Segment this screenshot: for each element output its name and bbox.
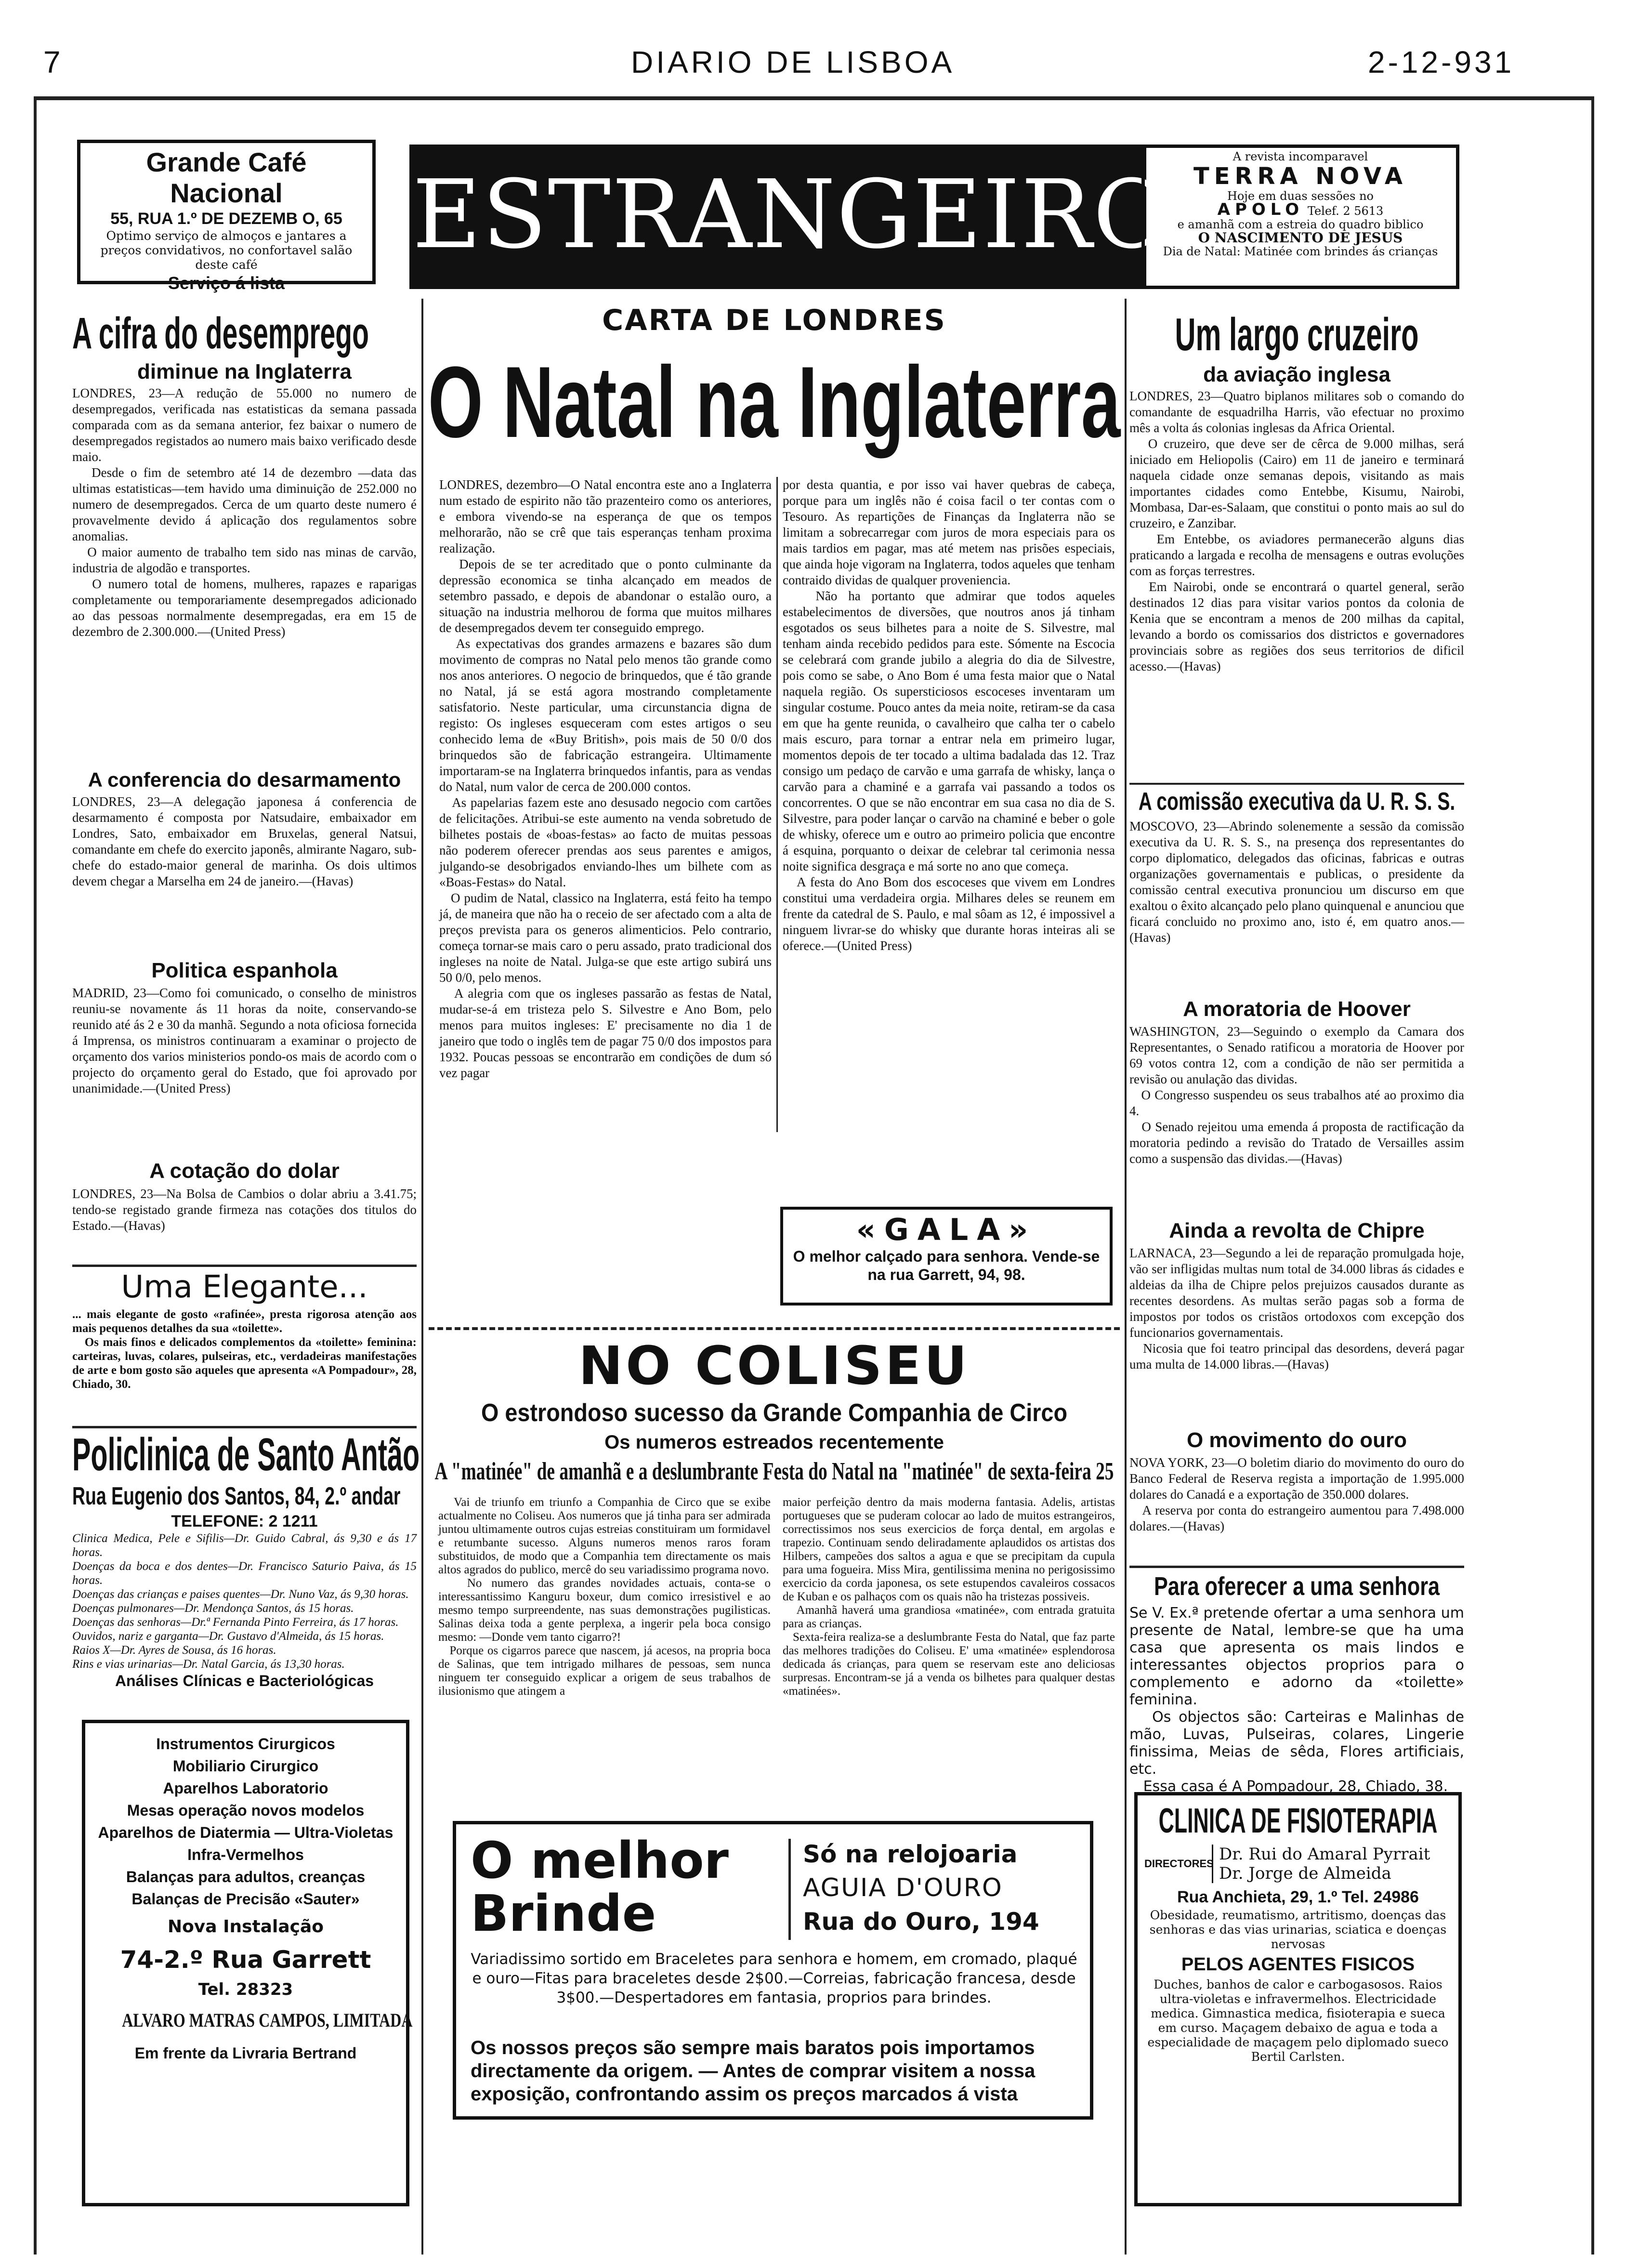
article-coliseu: [429, 1334, 1120, 1720]
article-desemprego: [72, 308, 417, 776]
fisio-directors: [1144, 1845, 1452, 1883]
natal-kicker: CARTA DE LONDRES: [602, 303, 946, 337]
ad-instrumentos: [82, 1720, 413, 2206]
gala-title: «GALA»: [856, 1212, 1037, 1247]
natal-col1: LONDRES, dezembro—O Natal encontra este ano a Inglaterra num estado de espirito não tão prazenteiro como os anteriores, e embora vivendo-se na esperança de que os tempos melhorarão, não se crê que tais esperanças tenham proxima realização. Depois de se ter acreditado que o ponto culminante da depressão economica se tinha alcançado em meados de setembro passado, e depois de abandonar o estalão ouro, a situação na industria melhorou de forma que muitos milhares de desempregados devem ter conseguido emprego. As expectativas dos grandes armazens e bazares são dum movimento de compras no Natal pelo menos tão grande como nos anos anteriores. O negocio de brinquedos, que é tão grande no Natal, já se está agora mostrando completamente satisfatorio. Neste particular, uma circunstancia digna de registo: Os ingleses esqueceram com estes artigos o seu conhecido lema de «Buy British», pois mais de 50 0/0 dos brinquedos são de fabricação estrangeira. Ultimamente importaram-se na Inglaterra brinquedos infantis, para as vendas do Natal, num valor de cerca de 200.000 contos. As papelarias fazem este ano desusado negocio com cartões de felicitações. Atribui-se este aumento na venda sobretudo de bilhetes postais de «boas-festas» ao facto de muitas pessoas não poderem oferecer prendas aos seus parentes e amigos, julgando-se desobrigados enviando-lhes um bilhete com as «Boas-Festas» do Natal. O pudim de Natal, classico na Inglaterra, está feito ha tempo já, de maneira que não ha o receio de ser afectado com a alta de preços prevista para os generos alimenticios. Pelo contrario, começa tornar-se mais caro o peru assado, prato tradicional dos ingleses na noite de Natal. Julga-se que este artigo subirá uns 50 0/0, pelo menos. A alegria com que os ingleses passarão as festas de Natal, mudar-se-á em tristeza pelo S. Silvestre e Ano Bom, pelo menos para muitos ingleses: E' precisamente no dia 1 de janeiro que todo o inglês tem de pagar 75 0/0 dos impostos para 1932. Poucas pessoas se encontrarão em condições de dum só vez pagar: [439, 477, 772, 1080]
brinde-title2: Brinde: [471, 1884, 656, 1943]
dolar-body: LONDRES, 23—Na Bolsa de Cambios o dolar abriu a 3.41.75; tendo-se registado grande firmeza nas cotações dos titulos do Estado.—(Havas): [72, 1187, 420, 1233]
article-dolar: [72, 1156, 420, 1267]
header-rule: [34, 96, 1594, 100]
fisio-directors-label: DIRECTORES: [1144, 1858, 1214, 1870]
cruzeiro-subhead: da aviação inglesa: [1203, 363, 1390, 386]
desemprego-body: LONDRES, 23—A redução de 55.000 no numero de desempregados, verificada nas estatisticas da semana passada comparada com as da semana anterior, fez baixar o numero de desempregados registados ao numero mais baixo verificado desde maio. Desde o fim de setembro até 14 de dezembro —data das ultimas estatisticas—tem havido uma diminuição de 252.000 no numero de desempregados. Cerca de um quarto deste numero é provavelmente devido á aplicação dos regulamentos sobre anomalias. O maior aumento de trabalho tem sido nas minas de carvão, industria de algodão e transportes. O numero total de homens, mulheres, rapazes e raparigas completamente ou temporariamente desempregados adicionado ao das pessoas normalmente desempregadas, era em 15 de dezembro de 2.300.000.—(United Press): [72, 386, 417, 639]
politica-body: MADRID, 23—Como foi comunicado, o conselho de ministros reuniu-se novamente ás 11 horas da noite, conservando-se reunido até ás 2 e 30 da manhã. Segundo a nota oficiosa fornecida á Imprensa, os ministros continuaram a examinar o projecto de orçamento dos varios ministerios pondo-os mais de acordo com o projecto do orçamento geral do Estado, que foi aprovado por unanimidade.—(United Press): [72, 986, 420, 1095]
ouro-headline: O movimento do ouro: [1186, 1428, 1407, 1452]
article-hoover: [1129, 995, 1464, 1216]
urss-body: MOSCOVO, 23—Abrindo solenemente a sessão da comissão executiva da U. R. S. S., na presença dos representantes do corpo diplomatico, delegados das oficinas, fabricas e outras organizações governamentais e publicas, o presidente da comissão central executiva pronunciou um discurso em que exaltou o êxito alcançado pelo plano quinquenal e anunciou que ficará concluido no proximo ano, isto é, em quatro anos.—(Havas): [1129, 819, 1468, 945]
masthead: DIARIO DE LISBOA: [631, 45, 955, 79]
article-urss: [1129, 783, 1468, 985]
instrumentos-line: Mesas operação novos modelos: [127, 1802, 365, 1819]
ad-gala: [780, 1207, 1113, 1305]
cruzeiro-body: LONDRES, 23—Quatro biplanos militares sob o comando do comandante de esquadrilha Harris, vão efectuar no proximo mês a volta ás colonias inglesas da Africa Oriental. O cruzeiro, que deve ser de cêrca de 9.000 milhas, será iniciado em Heliopolis (Cairo) em 11 de janeiro e terminará naquela cidade onze semanas depois, visitando as mais importantes cidades como Entebbe, Kisumu, Nairobi, Mombasa, Dar-es-Salaam, que constitui o ponto mais ao sul do cruzeiro, e Zanzibar. Em Entebbe, os aviadores permanecerão alguns dias praticando a largada e recolha de mensagens e outras evoluções com as forças terrestres. Em Nairobi, onde se encontrará o quartel general, serão destinados 12 dias para visitar varios pontos da colonia de Kenia que se encontram a menos de 200 milhas da capital, levando a bordo os comissarios dos districtos e governadores provinciais sobre as regiões dos seus territorios de dificil acesso.—(Havas): [1129, 389, 1464, 673]
brinde-title1: O melhor: [471, 1831, 729, 1890]
fisio-director-2: Dr. Jorge de Almeida: [1219, 1864, 1391, 1883]
ad-cafe-footer: Serviço á lista: [168, 273, 285, 293]
fisio-address: Rua Anchieta, 29, 1.º Tel. 24986: [1177, 1888, 1419, 1906]
outer-border-left: [34, 96, 37, 2255]
ad-tn-line2: e amanhã com a estreia do quadro biblico: [1177, 218, 1424, 231]
chipre-headline: Ainda a revolta de Chipre: [1169, 1219, 1425, 1242]
senhora-body: Se V. Ex.ª pretende ofertar a uma senhora um presente de Natal, lembre-se que ha uma casa que apresenta os mais lindos e interessantes objectos proprios para o complemento e adorno da «toilette» feminina. Os objectos são: Carteiras e Malinhas de mão, Luvas, Pulseiras, colares, Lingerie finissima, Meias de sêda, Flores artificiais, etc. Essa casa é A Pompadour, 28, Chiado, 38.: [1129, 1605, 1465, 1795]
elegante-title: Uma Elegante...: [121, 1269, 368, 1305]
instrumentos-line: Infra-Vermelhos: [187, 1846, 304, 1863]
article-chipre: [1129, 1216, 1464, 1419]
instrumentos-footer: Em frente da Livraria Bertrand: [134, 2044, 357, 2062]
fisio-body2: Duches, banhos de calor e carbogasosos. Raios ultra-violetas e infravermelhos. Electricidade medica. Gimnastica medica, fisioterapia e sueca em curso. Maçagem debaixo de agua e toda a especialidade de maçagem pelo diplomado sueco Bertil Carlsten.: [1147, 1978, 1449, 2064]
natal-col-rule: [776, 477, 778, 1132]
policlinica-address: Rua Eugenio dos Santos, 84, 2.º andar: [72, 1482, 401, 1510]
ad-tn-footer: Dia de Natal: Matinée com brindes ás crianças: [1163, 245, 1438, 258]
natal-headline: O Natal na Inglaterra: [428, 345, 1121, 459]
instrumentos-line: Balanças de Precisão «Sauter»: [131, 1890, 360, 1908]
ad-tn-phone: Telef. 2 5613: [1307, 204, 1384, 218]
policlinica-title: Policlinica de Santo Antão: [72, 1429, 420, 1480]
outer-border-right: [1591, 96, 1594, 2255]
article-natal: [429, 299, 1120, 1330]
ad-tn-subtitle: O NASCIMENTO DE JESUS: [1198, 230, 1403, 246]
col-rule-2: [1125, 299, 1127, 2255]
section-banner: [409, 145, 1172, 289]
brinde-right3: Rua do Ouro, 194: [803, 1908, 1039, 1936]
politica-headline: Politica espanhola: [151, 959, 338, 982]
policlinica-footer: Análises Clínicas e Bacteriológicas: [115, 1672, 374, 1689]
instrumentos-install: Nova Instalação: [167, 1917, 324, 1937]
instrumentos-phone: Tel. 28323: [198, 1980, 293, 1999]
ad-brinde: [453, 1821, 1093, 2120]
desemprego-subhead: diminue na Inglaterra: [137, 360, 352, 383]
section-banner-text: ESTRANGEIRO: [412, 160, 1172, 270]
col-rule-1: [421, 299, 423, 1315]
coliseu-col1: Vai de triunfo em triunfo a Companhia de Circo que se exibe actualmente no Coliseu. Aos numeros que já tinha para ser admirada juntou ultimamente outros cujas estreias constituiram um formidavel e retumbante sucesso. Alguns numeros menos raros foram substituidos, de modo que a Companhia tem directamente os mais altos agrados do publico, mercê do seu variadissimo programa novo. No numero das grandes novidades actuais, conta-se o interessantissimo Kanguru boxeur, dum comico irresistivel e ao mesmo tempo surpreendente, nas suas demonstrações pugilisticas. Salinas deixa toda a gente perplexa, a ingerir pela boca consigo mesmo: —Donde vem tanto cigarro?! Porque os cigarros parece que nascem, já acesos, na propria boca de Salinas, que tem intrigado milhares de pessoas, sem nunca ninguem ter conseguido explicar a origem de seus trabalhos de ilusionismo que atingem a: [438, 1496, 771, 1698]
coliseu-subhead2: Os numeros estreados recentemente: [604, 1432, 944, 1453]
chipre-body: LARNACA, 23—Segundo a lei de reparação promulgada hoje, vão ser infligidas multas num total de 34.000 libras ás cidades e aldeias da ilha de Chipre pelos prejuizos causados durante as recentes desordens. As multas serão pagas sob a forma de impostos por todos os cristãos ortodoxos com excepção dos funcionarios governamentais. Nicosia que foi teatro principal das desordens, deverá pagar uma multa de 14.000 libras.—(Havas): [1129, 1246, 1465, 1371]
ad-policlinica: [72, 1426, 420, 1705]
article-ouro: [1129, 1426, 1464, 1566]
ad-tn-theatre: APOLO: [1217, 200, 1304, 219]
article-cruzeiro: [1129, 308, 1464, 780]
instrumentos-company: ALVARO MATRAS CAMPOS, LIMITADA: [122, 2009, 413, 2031]
instrumentos-line: Aparelhos Laboratorio: [163, 1780, 328, 1797]
issue-date: 2⁠‑12-931: [1368, 45, 1515, 79]
cruzeiro-headline: Um largo cruzeiro: [1175, 309, 1419, 360]
ad-cafe-title: Grande Café Nacional: [146, 147, 307, 208]
instrumentos-line: Balanças para adultos, creanças: [126, 1868, 366, 1886]
coliseu-subhead3: A "matinée" de amanhã e a deslumbrante Festa do Natal na "matinée" de sexta-feira 25: [434, 1458, 1114, 1485]
instrumentos-address: 74-2.º Rua Garrett: [120, 1946, 371, 1974]
ad-tn-title: TERRA NOVA: [1193, 163, 1408, 190]
fisio-subtitle: PELOS AGENTES FISICOS: [1181, 1954, 1415, 1975]
fisio-director-1: Dr. Rui do Amaral Pyrrait: [1219, 1845, 1430, 1864]
fisio-title: CLINICA DE FISIOTERAPIA: [1158, 1802, 1438, 1840]
desemprego-headline: A cifra do desemprego: [72, 309, 369, 358]
ad-tn-line1: Hoje em duas sessões no: [1227, 189, 1374, 203]
instrumentos-line: Mobiliario Cirurgico: [172, 1757, 319, 1775]
desarmamento-headline: A conferencia do desarmamento: [88, 768, 401, 791]
ad-tn-kicker: A revista incomparavel: [1233, 150, 1368, 163]
ad-cafe-body: Optimo serviço de almoços e jantares a preços convidativos, no confortavel salão deste café: [100, 229, 353, 272]
brinde-right2: AGUIA D'OURO: [803, 1873, 1003, 1902]
urss-headline: A comissão executiva da U. R. S. S.: [1138, 788, 1456, 816]
policlinica-body: Clinica Medica, Pele e Sifilis—Dr. Guido Cabral, ás 9,30 e ás 17 horas. Doenças da boca e dos dentes—Dr. Francisco Saturio Paiva, ás 15 horas. Doenças das crianças e paises quentes—Dr. Nuno Vaz, ás 9,30 horas. Doenças pulmonares—Dr. Mendonça Santos, ás 15 horas. Doenças das senhoras—Dr.ª Fernanda Pinto Ferreira, ás 17 horas. Ouvidos, nariz e garganta—Dr. Gustavo d'Almeida, ás 15 horas. Raios X—Dr. Ayres de Sousa, ás 16 horas. Rins e vias urinarias—Dr. Natal Garcia, ás 13,30 horas.: [72, 1532, 417, 1671]
col-rule-3: [421, 1315, 423, 2255]
hoover-body: WASHINGTON, 23—Seguindo o exemplo da Camara dos Representantes, o Senado ratificou a moratoria de Hoover por 69 votos contra 12, com a condição de não ser permitida a revisão ou anulação das dividas. O Congresso suspendeu os seus trabalhos até ao proximo dia 4. O Senado rejeitou uma emenda á proposta de ractificação da moratoria pedindo a revisão do Tratado de Versailles assim como a suspensão das dividas.—(Havas): [1129, 1024, 1465, 1166]
brinde-footer: Os nossos preços são sempre mais baratos pois importamos directamente da origem. — Antes de comprar visitem a nossa exposição, confrontando assim os preços marcados á vista: [471, 2037, 1036, 2105]
ouro-body: NOVA YORK, 23—O boletim diario do movimento do ouro do Banco Federal de Reserva regista a importação de 1.995.000 dolares do Canadá e a exportação de 350.000 dolares. A reserva por conta do estrangeiro aumentou para 7.498.000 dolares.—(Havas): [1129, 1455, 1464, 1533]
coliseu-subhead1: O estrondoso sucesso da Grande Companhia de Circo: [481, 1399, 1068, 1427]
coliseu-banner: NO COLISEU: [578, 1335, 970, 1397]
elegante-body: ... mais elegante de gosto «rafinée», presta rigorosa atenção aos mais pequenos detalhes da sua «toilette». Os mais finos e delicados complementos da «toilette» feminina: carteiras, luvas, colares, pulseiras, etc., verdadeiras manifestações de arte e bom gosto são aqueles que apresenta «A Pompadour», 28, Chiado, 30.: [72, 1308, 417, 1391]
coliseu-col2: maior perfeição dentro da mais moderna fantasia. Adelis, artistas portugueses que se puderam colocar ao lado de muitos estrangeiros, correctissimos nos seus exercicios de força dental, em argolas e trapezio. Continuam sendo deliradamente aplaudidos os artistas dos Hilbers, campeões dos saltos a agua e que se precipitam da cupula para uma fogueira. Miss Mira, gentilissima menina no perigosissimo exercicio da corda japonesa, os sete estupendos cavaleiros cossacos de Kuban e os palhaços com os quais não ha tristezas possiveis. Amanhã haverá uma grandiosa «matinée», com entrada gratuita para as crianças. Sexta-feira realiza-se a deslumbrante Festa do Natal, que faz parte das melhores tradições do Coliseu. E' uma «matinée» esplendorosa dedicada ás crianças, para quem se reservam este ano deliciosas surpresas. Encontram-se já a venda os bilhetes para qualquer destas «matinées».: [783, 1496, 1115, 1698]
desarmamento-body: LONDRES, 23—A delegação japonesa á conferencia de desarmamento é composta por Natsudaire, embaixador em Londres, Sato, embaixador em Bruxelas, general Natsui, comandante em chefe do exercito japonês, almirante Nagaro, sub-chefe do estado-maior general de marinha. Os dois ultimos devem chegar a Marselha em 24 de janeiro.—(Havas): [72, 794, 420, 888]
coliseu-top-rule: [429, 1327, 1120, 1332]
ad-senhora: [1129, 1566, 1465, 1795]
hoover-headline: A moratoria de Hoover: [1183, 997, 1411, 1021]
natal-col2: por desta quantia, e por isso vai haver quebras de cabeça, porque para um inglês não é coisa facil o ter contas com o Tesouro. As repartições de Finanças da Inglaterra não se limitam a sobrecarregar com juros de mora especiais para os mais tardios em pagar, mas até metem nas prisões especiais, que ainda hoje vigoram na Inglaterra, todos aqueles que tenham contraido dividas de qualquer proveniencia. Não ha portanto que admirar que todos aqueles estabelecimentos de diversões, que noutros anos já tinham esgotados os seus bilhetes para a noite de S. Silvestre, mal tenham ainda recebido pedidos para este. Sómente na Escocia se celebrará com grande jubilo a alegria do dia de Silvestre, pois como se sabe, o Ano Bom é uma festa maior que o Natal naquela região. Os supersticiosos escoceses inventaram um singular costume. Pouco antes da meia noite, retiram-se da casa em que ha gente reunida, o cavalheiro que calha ter o cabelo mais escuro, para tornar a entrar nela em primeiro lugar, momentos depois de ter tocado a ultima badalada das 12. Traz consigo um pedaço de carvão e uma garrafa de whisky, lança o carvão para a chaminé e a garrafa vai passando a todos os concorrentes. O que se não encontrar em sua casa no dia de S. Silvestre, para poder lançar o carvão na chaminé e beber o gole de whisky, oferece um e outro ao primeiro policia que encontre á esquina, porquanto o deixar de celebrar tal cerimonia nessa noite significa desgraça e má sorte no ano que começa. A festa do Ano Bom dos escoceses que vivem em Londres constitui uma verdadeira orgia. Milhares deles se reunem em frente da catedral de S. Paulo, e mal sôam as 12, é impossivel a ninguem livrar-se do whisky que durante horas inteiras ali se oferece.—(United Press): [783, 477, 1115, 953]
instrumentos-line: Aparelhos de Diatermia — Ultra-Violetas: [98, 1824, 393, 1841]
ad-cafe-address: 55, RUA 1.º DE DEZEMB O, 65: [110, 210, 342, 228]
article-desarmamento: [72, 766, 420, 959]
fisio-body: Obesidade, reumatismo, artritismo, doenças das senhoras e das vias urinarias, sciatica e doenças nervosas: [1149, 1908, 1447, 1951]
page-number: 7: [43, 45, 64, 79]
brinde-right1: Só na relojoaria: [803, 1840, 1018, 1868]
senhora-title: Para oferecer a uma senhora: [1154, 1572, 1440, 1601]
brinde-divider: [788, 1839, 791, 1940]
ad-elegante: [72, 1265, 417, 1428]
dolar-headline: A cotação do dolar: [149, 1159, 340, 1183]
article-politica: [72, 956, 420, 1159]
policlinica-phone: TELEFONE: 2 1211: [171, 1512, 318, 1530]
ad-cafe: [77, 140, 376, 293]
instrumentos-line: Instrumentos Cirurgicos: [156, 1735, 335, 1753]
brinde-body: Variadissimo sortido em Braceletes para senhora e homem, em cromado, plaqué e ouro—Fitas para braceletes desde 2$00.—Correias, fabricação francesa, desde 3$00.—Despertadores em fantasia, proprios para brindes.: [471, 1951, 1077, 2006]
gala-body: O melhor calçado para senhora. Vende-se na rua Garrett, 94, 98.: [793, 1248, 1100, 1283]
instrumentos-lines: [91, 1733, 400, 1910]
ad-terra-nova: [1141, 145, 1459, 289]
ad-fisioterapia: [1134, 1792, 1462, 2206]
